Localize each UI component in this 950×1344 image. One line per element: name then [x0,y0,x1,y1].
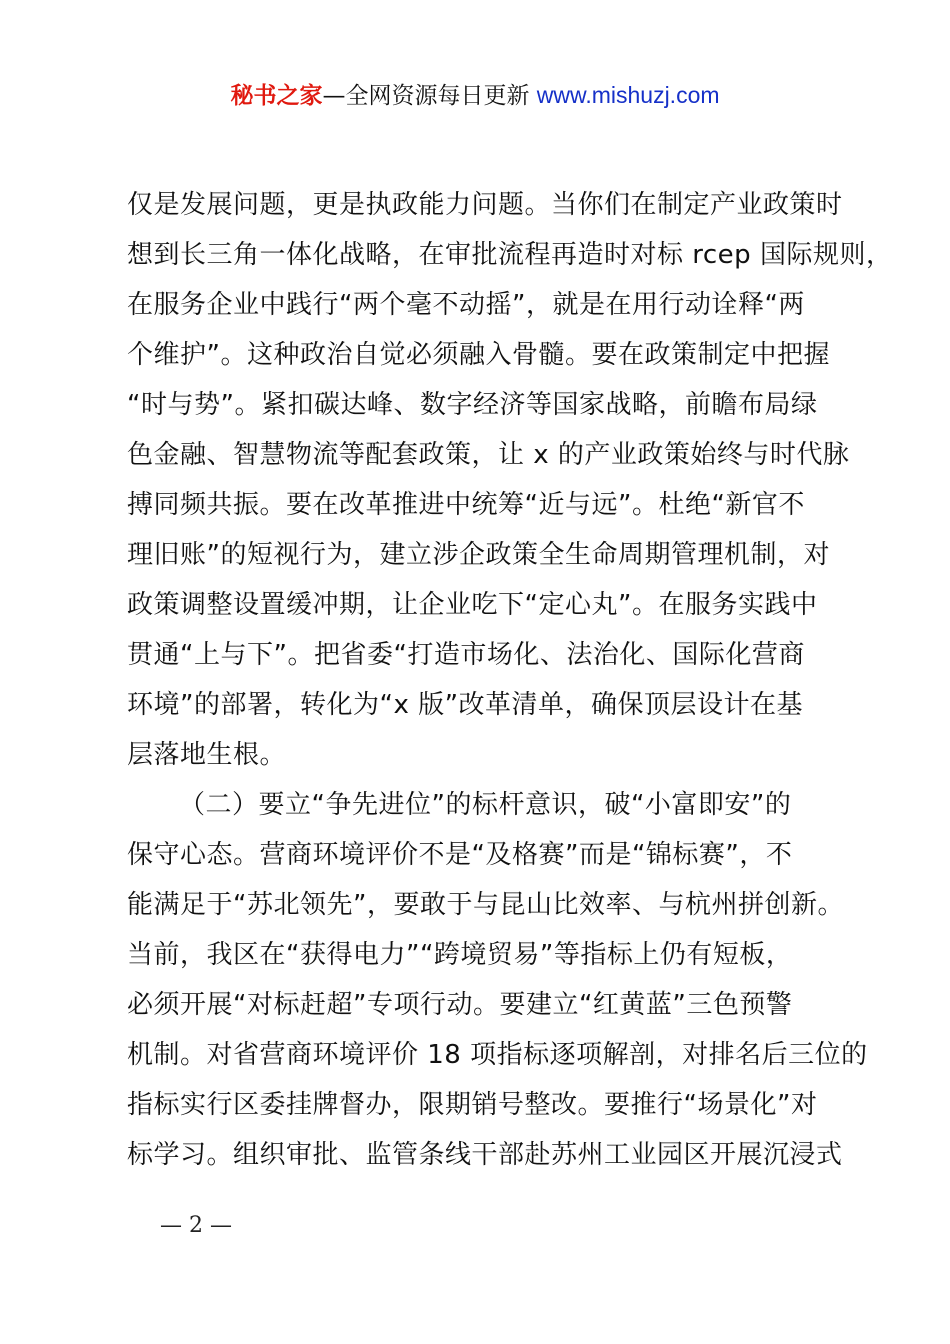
text-line: 政策调整设置缓冲期，让企业吃下“定心丸”。在服务实践中 [127,590,818,620]
text-line: 在服务企业中践行“两个毫不动摇”，就是在用行动诠释“两 [127,290,805,320]
site-tagline: —全网资源每日更新 [322,83,530,109]
text-line: 保守心态。营商环境评价不是“及格赛”而是“锦标赛”，不 [127,840,793,870]
text-line: 必须开展“对标赶超”专项行动。要建立“红黄蓝”三色预警 [127,990,793,1020]
text-line: 理旧账”的短视行为，建立涉企政策全生命周期管理机制，对 [127,540,830,570]
text-line: 环境”的部署，转化为“x 版”改革清单，确保顶层设计在基 [127,690,804,720]
text-line: 色金融、智慧物流等配套政策，让 x 的产业政策始终与时代脉 [127,440,850,470]
text-line: 搏同频共振。要在改革推进中统筹“近与远”。杜绝“新官不 [127,490,805,520]
text-line: 机制。对省营商环境评价 18 项指标逐项解剖，对排名后三位的 [127,1040,868,1070]
text-line: 贯通“上与下”。把省委“打造市场化、法治化、国际化营商 [127,640,805,670]
site-brand: 秘书之家 [230,83,323,109]
document-body [127,180,893,1180]
text-line: “时与势”。紧扣碳达峰、数字经济等国家战略，前瞻布局绿 [127,390,818,420]
text-line: 层落地生根。 [127,740,287,770]
text-line: 标学习。组织审批、监管条线干部赴苏州工业园区开展沉浸式 [127,1140,843,1170]
text-line: 指标实行区委挂牌督办，限期销号整改。要推行“场景化”对 [127,1090,818,1120]
text-line: 当前，我区在“获得电力”“跨境贸易”等指标上仍有短板， [127,940,793,970]
site-header [0,78,950,113]
text-line: 能满足于“苏北领先”，要敢于与昆山比效率、与杭州拼创新。 [127,890,844,920]
text-line: 想到长三角一体化战略，在审批流程再造时对标 rcep 国际规则， [127,240,893,270]
text-line: 仅是发展问题，更是执政能力问题。当你们在制定产业政策时 [127,190,843,220]
page-number: — 2 — [160,1213,232,1238]
text-line: （二）要立“争先进位”的标杆意识，破“小富即安”的 [179,790,792,820]
site-url-link[interactable]: www.mishuzj.com [536,82,720,108]
text-line: 个维护”。这种政治自觉必须融入骨髓。要在政策制定中把握 [127,340,830,370]
